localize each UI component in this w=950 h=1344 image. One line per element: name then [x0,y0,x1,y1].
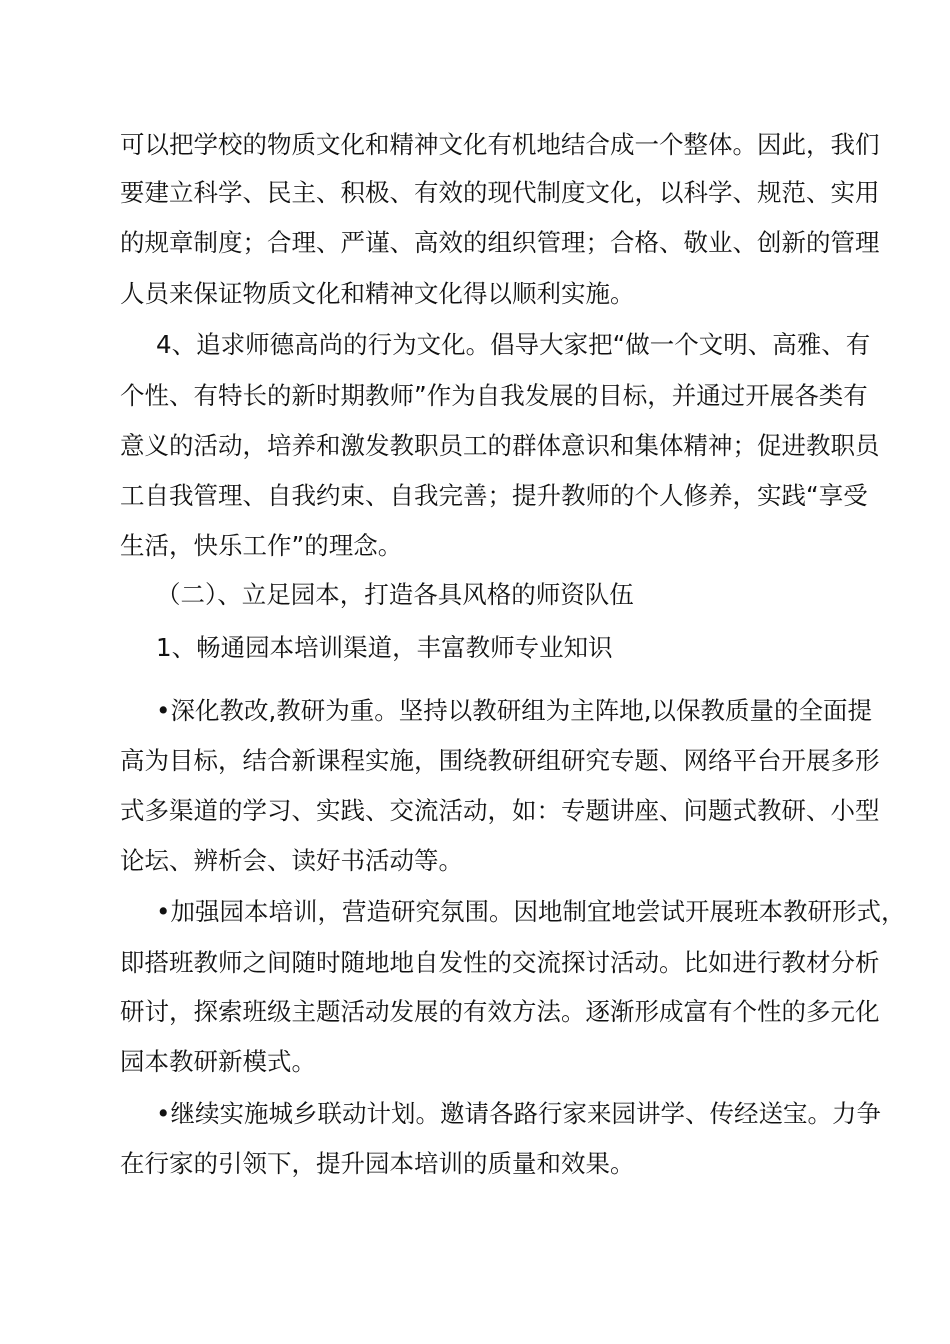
text-line: 4、追求师德高尚的行为文化。倡导大家把“做一个文明、高雅、有 [156,330,871,359]
subsection-heading: 1、畅通园本培训渠道，丰富教师专业知识 [156,633,613,662]
text-line: 人员来保证物质文化和精神文化得以顺利实施。 [120,279,635,308]
text-line: 要建立科学、民主、积极、有效的现代制度文化，以科学、规范、实用 [120,178,880,207]
text-line: 即搭班教师之间随时随地地自发性的交流探讨活动。比如进行教材分析 [120,948,880,977]
text-line: •深化教改,教研为重。坚持以教研组为主阵地,以保教质量的全面提 [156,696,873,725]
text-line: 的规章制度；合理、严谨、高效的组织管理；合格、敬业、创新的管理 [120,228,880,257]
text-line: 论坛、辨析会、读好书活动等。 [120,846,463,875]
text-line: 研讨，探索班级主题活动发展的有效方法。逐渐形成富有个性的多元化 [120,997,880,1026]
text-line: 式多渠道的学习、实践、交流活动，如：专题讲座、问题式教研、小型 [120,796,880,825]
text-line: 高为目标，结合新课程实施，围绕教研组研究专题、网络平台开展多形 [120,746,880,775]
text-line: 工自我管理、自我约束、自我完善；提升教师的个人修养，实践“享受 [120,481,868,510]
text-line: •加强园本培训，营造研究氛围。因地制宜地尝试开展班本教研形式， [156,897,906,926]
text-line: 意义的活动，培养和激发教职员工的群体意识和集体精神；促进教职员 [120,431,880,460]
text-line: •继续实施城乡联动计划。邀请各路行家来园讲学、传经送宝。力争 [156,1099,881,1128]
text-line: 生活，快乐工作”的理念。 [120,531,403,560]
text-line: 在行家的引领下，提升园本培训的质量和效果。 [120,1149,635,1178]
text-line: 可以把学校的物质文化和精神文化有机地结合成一个整体。因此，我们 [120,130,880,159]
text-line: 个性、有特长的新时期教师”作为自我发展的目标，并通过开展各类有 [120,381,868,410]
text-line: 园本教研新模式。 [120,1047,316,1076]
section-heading: （二）、立足园本，打造各具风格的师资队伍 [156,580,634,609]
